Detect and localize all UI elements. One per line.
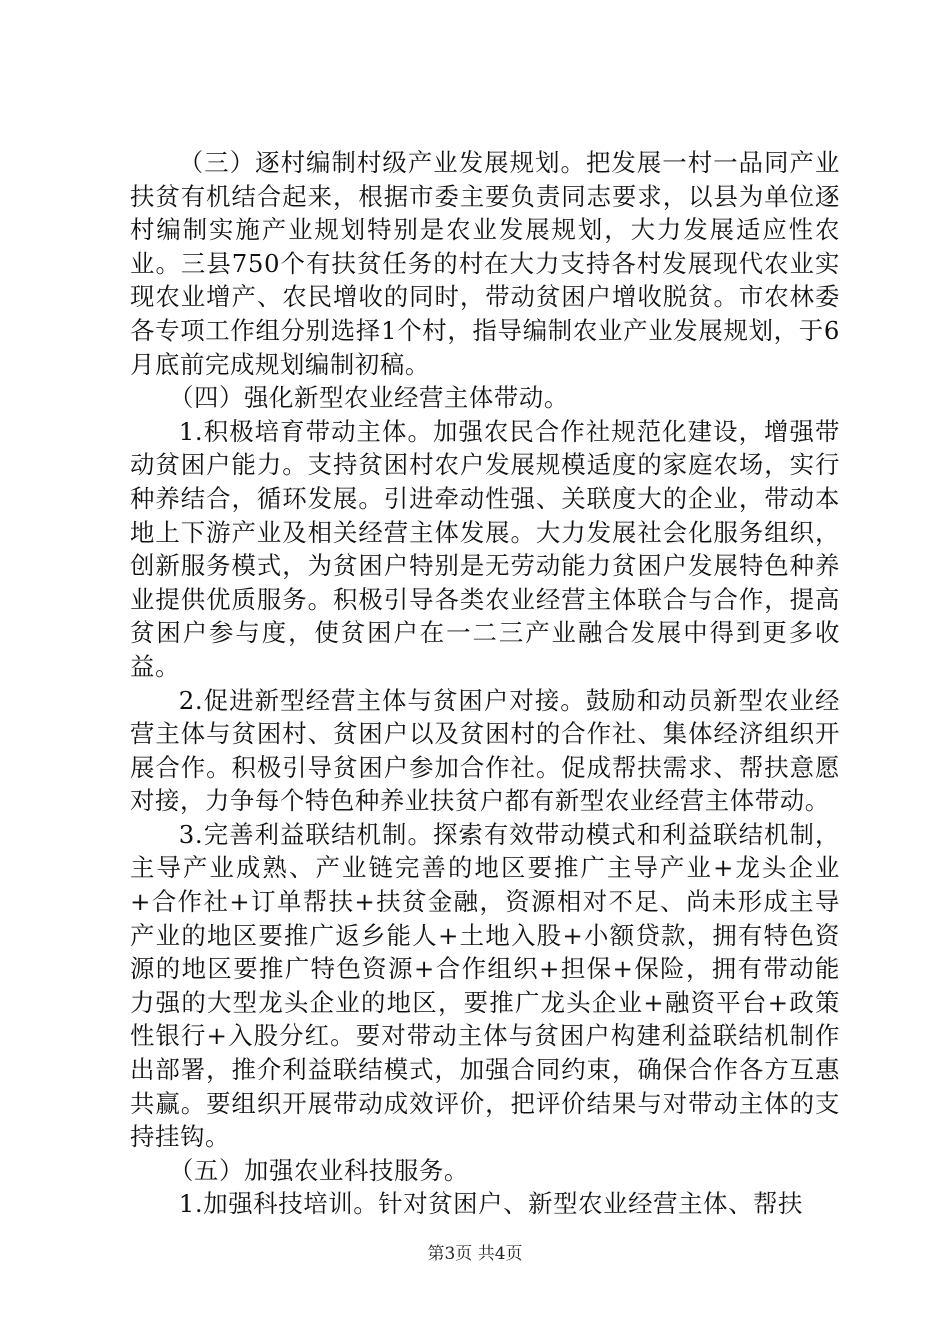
section-heading-new-business-entities: （四）强化新型农业经营主体带动。: [169, 383, 569, 413]
document-body: [130, 146, 840, 1221]
paragraph-benefit-mechanism: 3.完善利益联结机制。探索有效带动模式和利益联结机制，主导产业成熟、产业链完善的地区要推广主导产业+龙头企业+合作社+订单帮扶+扶贫金融，资源相对不足、尚未形成主导产业的地区要推广返乡能人+土地入股+小额贷款，拥有特色资源的地区要推广特色资源+合作组织+担保+保险，拥有带动能力强的大型龙头企业的地区，要推广龙头企业+融资平台+政策性银行+入股分红。要对带动主体与贫困户构建利益联结机制作出部署，推介利益联结模式，加强合同约束，确保合作各方互惠共赢。要组织开展带动成效评价，把评价结果与对带动主体的支持挂钩。: [130, 819, 840, 1152]
paragraph-cultivate-entities: 1.积极培育带动主体。加强农民合作社规范化建设，增强带动贫困户能力。支持贫困村农户发展规模适度的家庭农场，实行种养结合，循环发展。引进牵动性强、关联度大的企业，带动本地上下游产业及相关经营主体发展。大力发展社会化服务组织，创新服务模式，为贫困户特别是无劳动能力贫困户发展特色种养业提供优质服务。积极引导各类农业经营主体联合与合作，提高贫困户参与度，使贫困户在一二三产业融合发展中得到更多收益。: [130, 416, 840, 681]
section-heading-tech-services: （五）加强农业科技服务。: [169, 1155, 469, 1185]
paragraph-promote-docking: 2.促进新型经营主体与贫困户对接。鼓励和动员新型农业经营主体与贫困村、贫困户以及贫困村的合作社、集体经济组织开展合作。积极引导贫困户参加合作社。促成帮扶需求、帮扶意愿对接，力争每个特色种养业扶贫户都有新型农业经营主体带动。: [130, 685, 840, 816]
page-number-footer: 第3页 共4页: [427, 1244, 523, 1264]
paragraph-village-planning: （三）逐村编制村级产业发展规划。把发展一村一品同产业扶贫有机结合起来，根据市委主要负责同志要求，以县为单位逐村编制实施产业规划特别是农业发展规划，大力发展适应性农业。三县750个有扶贫任务的村在大力支持各村发展现代农业实现农业增产、农民增收的同时，带动贫困户增收脱贫。市农林委各专项工作组分别选择1个村，指导编制农业产业发展规划，于6月底前完成规划编制初稿。: [130, 148, 840, 379]
paragraph-tech-training: 1.加强科技培训。针对贫困户、新型农业经营主体、帮扶: [178, 1189, 804, 1219]
